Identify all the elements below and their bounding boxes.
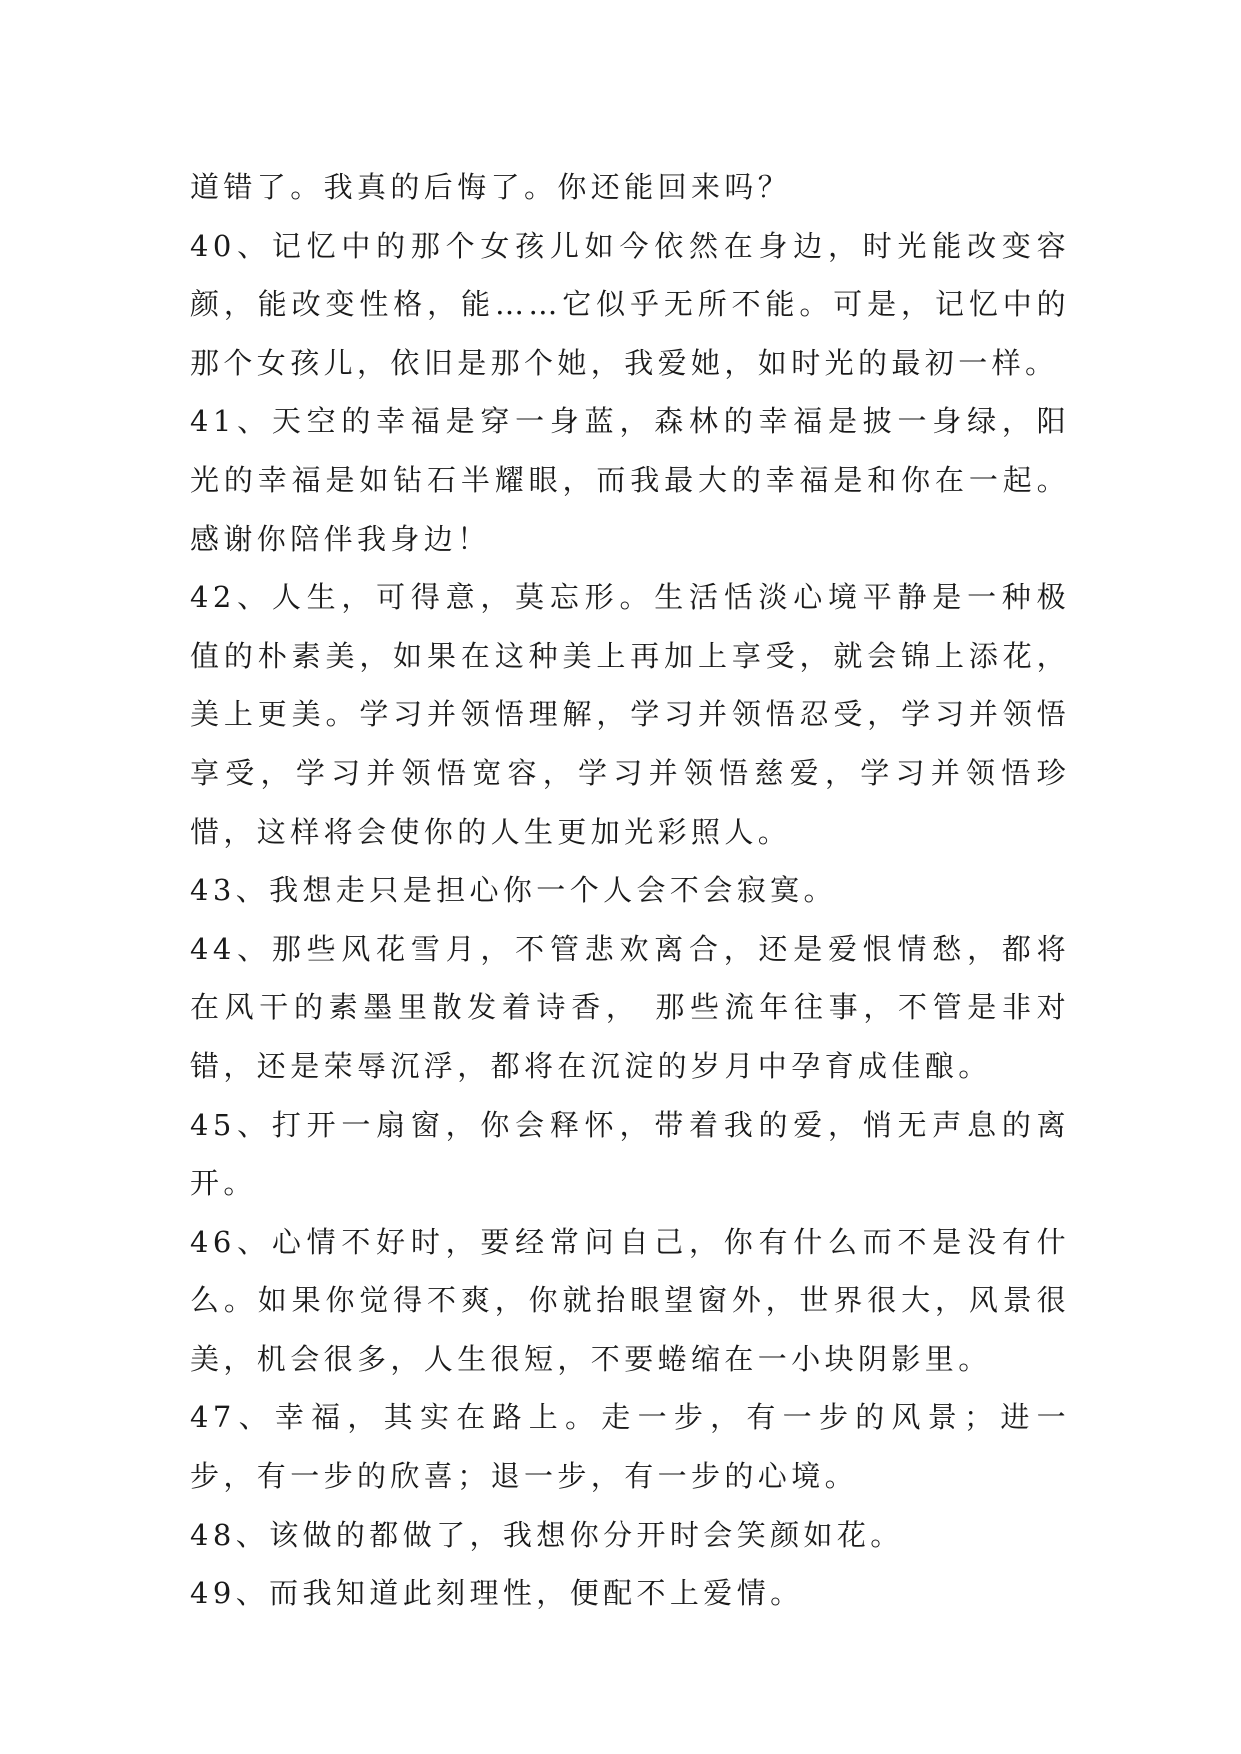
paragraph-42: 42、人生，可得意，莫忘形。生活恬淡心境平静是一种极值的朴素美，如果在这种美上再加上享受，就会锦上添花，美上更美。学习并领悟理解，学习并领悟忍受，学习并领悟享受，学习并领悟宽容，学习并领悟慈爱，学习并领悟珍惜，这样将会使你的人生更加光彩照人。 (190, 580, 1070, 849)
paragraph-45: 45、打开一扇窗，你会释怀，带着我的爱，悄无声息的离开。 (190, 1107, 1070, 1201)
paragraph-49: 49、而我知道此刻理性，便配不上爱情。 (190, 1576, 804, 1611)
paragraph-48: 48、该做的都做了，我想你分开时会笑颜如花。 (190, 1517, 904, 1552)
paragraph-44: 44、那些风花雪月，不管悲欢离合，还是爱恨情愁，都将在风干的素墨里散发着诗香， 那些流年往事，不管是非对错，还是荣辱沉浮，都将在沉淀的岁月中孕育成佳酿。 (190, 931, 1070, 1083)
paragraph-47: 47、幸福，其实在路上。走一步，有一步的风景；进一步，有一步的欣喜；退一步，有一步的心境。 (190, 1400, 1070, 1494)
paragraph-40: 40、记忆中的那个女孩儿如今依然在身边，时光能改变容颜，能改变性格，能……它似乎无所不能。可是，记忆中的那个女孩儿，依旧是那个她，我爱她，如时光的最初一样。 (190, 228, 1070, 380)
paragraph-43: 43、我想走只是担心你一个人会不会寂寞。 (190, 873, 837, 908)
paragraph-41: 41、天空的幸福是穿一身蓝，森林的幸福是披一身绿，阳光的幸福是如钻石半耀眼，而我最大的幸福是和你在一起。感谢你陪伴我身边！ (190, 404, 1070, 556)
document-body (190, 158, 1070, 1623)
paragraph-continued: 道错了。我真的后悔了。你还能回来吗？ (190, 170, 792, 204)
paragraph-46: 46、心情不好时，要经常问自己，你有什么而不是没有什么。如果你觉得不爽，你就抬眼望窗外，世界很大，风景很美，机会很多，人生很短，不要蜷缩在一小块阴影里。 (190, 1224, 1070, 1376)
